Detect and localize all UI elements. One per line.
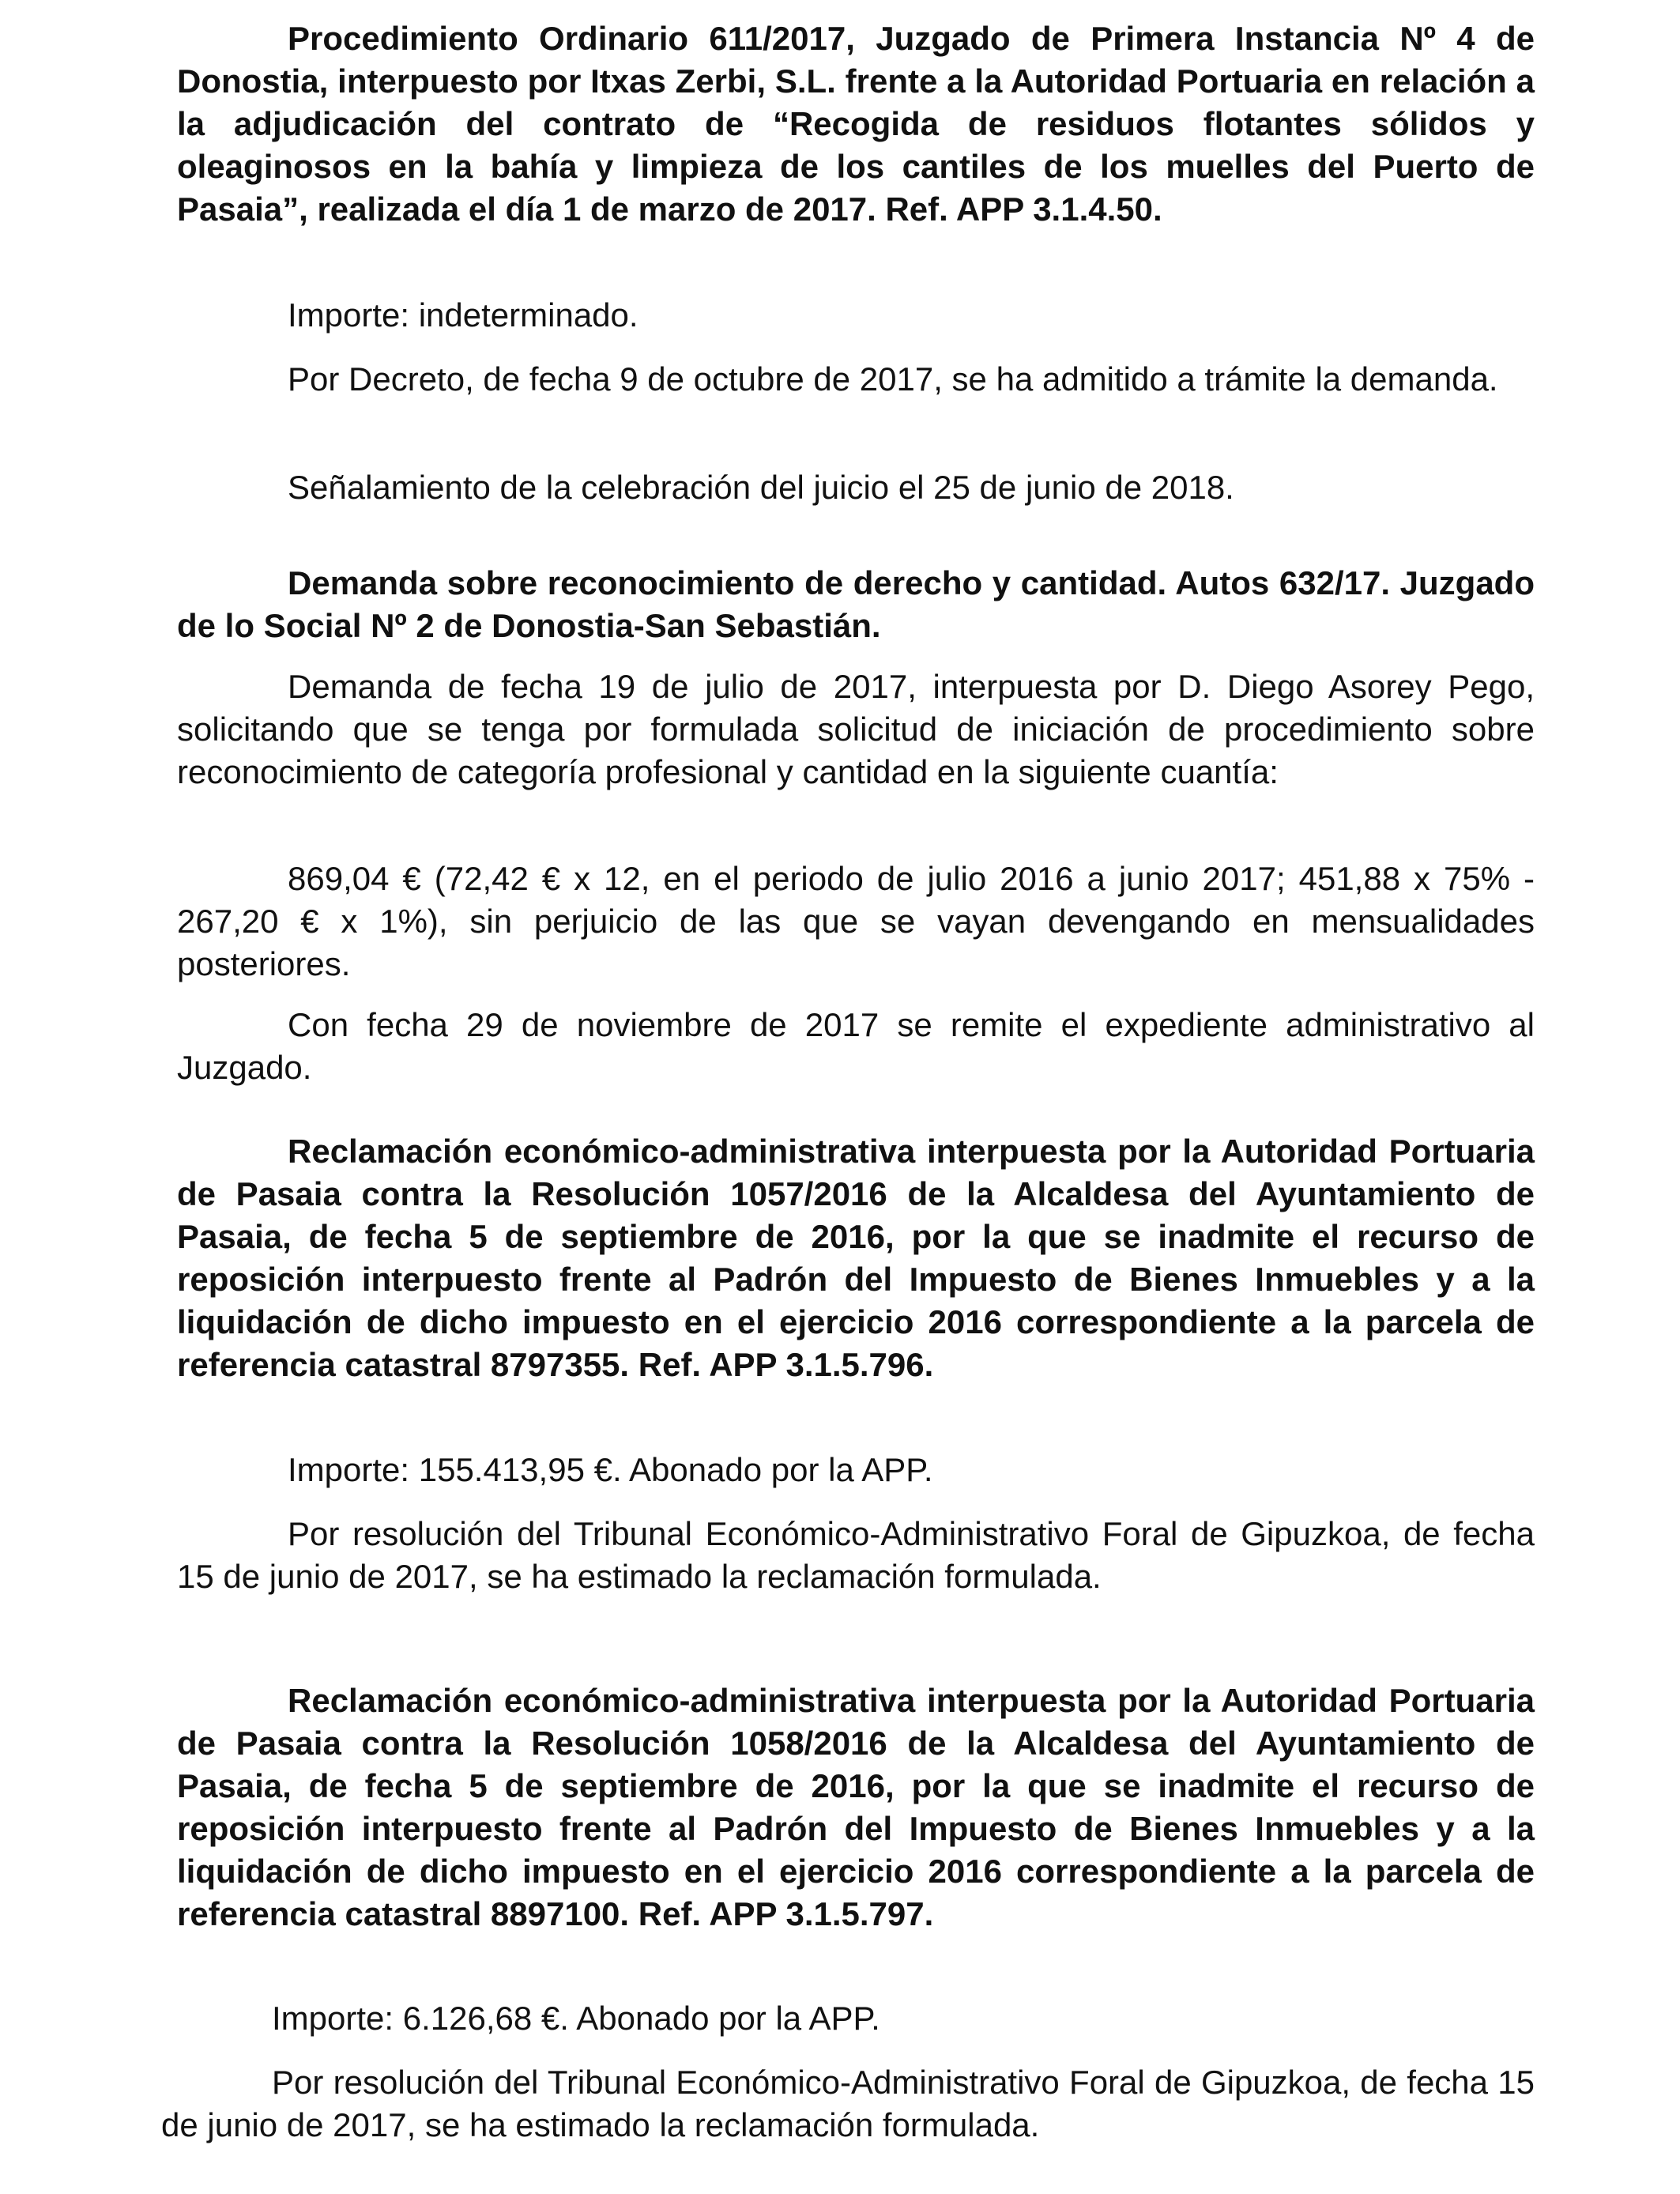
section-transfer: Con fecha 29 de noviembre de 2017 se remite el expediente administrativo al Juzgado. — [177, 1006, 1535, 1086]
section-title-reclamacion-1057: Reclamación económico-administrativa interpuesta por la Autoridad Portuaria de Pasaia contra la Resolución 1057/2016 de la Alcaldesa del Ayuntamiento de Pasaia, de fecha 5 de septiembre de 2016, por la que se inadmite el recurso de reposición interpuesto frente al Padrón del Impuesto de Bienes Inmuebles y a la liquidación de dicho impuesto en el ejercicio 2016 correspondiente a la parcela de referencia catastral 8797355. Ref. APP 3.1.5.796. — [177, 1133, 1535, 1383]
section-quantity: 869,04 € (72,42 € x 12, en el periodo de julio 2016 a junio 2017; 451,88 x 75% - 267,20 € x 1%), sin perjuicio de las que se vayan devengando en mensualidades posteriores. — [177, 860, 1535, 982]
section-title-procedimiento-611: Procedimiento Ordinario 611/2017, Juzgado de Primera Instancia Nº 4 de Donostia, interpuesto por Itxas Zerbi, S.L. frente a la Autoridad Portuaria en relación a la adjudicación del contrato de “Recogida de residuos flotantes sólidos y oleaginosos en la bahía y limpieza de los cantiles de los muelles del Puerto de Pasaia”, realizada el día 1 de marzo de 2017. Ref. APP 3.1.4.50. — [177, 20, 1535, 228]
section-amount: Importe: 155.413,95 €. Abonado por la APP. — [288, 1451, 933, 1488]
section-amount: Importe: 6.126,68 €. Abonado por la APP. — [272, 2000, 880, 2037]
section-title-demanda-632: Demanda sobre reconocimiento de derecho y cantidad. Autos 632/17. Juzgado de lo Social Nº 2 de Donostia-San Sebastián. — [177, 564, 1535, 644]
section-resolution: Por resolución del Tribunal Económico-Administrativo Foral de Gipuzkoa, de fecha 15 de junio de 2017, se ha estimado la reclamación formulada. — [161, 2064, 1535, 2143]
section-claim: Demanda de fecha 19 de julio de 2017, interpuesta por D. Diego Asorey Pego, solicitando que se tenga por formulada solicitud de iniciación de procedimiento sobre reconocimiento de categoría profesional y cantidad en la siguiente cuantía: — [177, 668, 1535, 790]
section-decree: Por Decreto, de fecha 9 de octubre de 2017, se ha admitido a trámite la demanda. — [288, 360, 1498, 398]
section-amount: Importe: indeterminado. — [288, 296, 638, 334]
section-hearing: Señalamiento de la celebración del juicio el 25 de junio de 2018. — [288, 469, 1234, 506]
section-title-reclamacion-1058: Reclamación económico-administrativa interpuesta por la Autoridad Portuaria de Pasaia contra la Resolución 1058/2016 de la Alcaldesa del Ayuntamiento de Pasaia, de fecha 5 de septiembre de 2016, por la que se inadmite el recurso de reposición interpuesto frente al Padrón del Impuesto de Bienes Inmuebles y a la liquidación de dicho impuesto en el ejercicio 2016 correspondiente a la parcela de referencia catastral 8897100. Ref. APP 3.1.5.797. — [177, 1682, 1535, 1932]
section-resolution: Por resolución del Tribunal Económico-Administrativo Foral de Gipuzkoa, de fecha 15 de junio de 2017, se ha estimado la reclamación formulada. — [177, 1515, 1535, 1595]
